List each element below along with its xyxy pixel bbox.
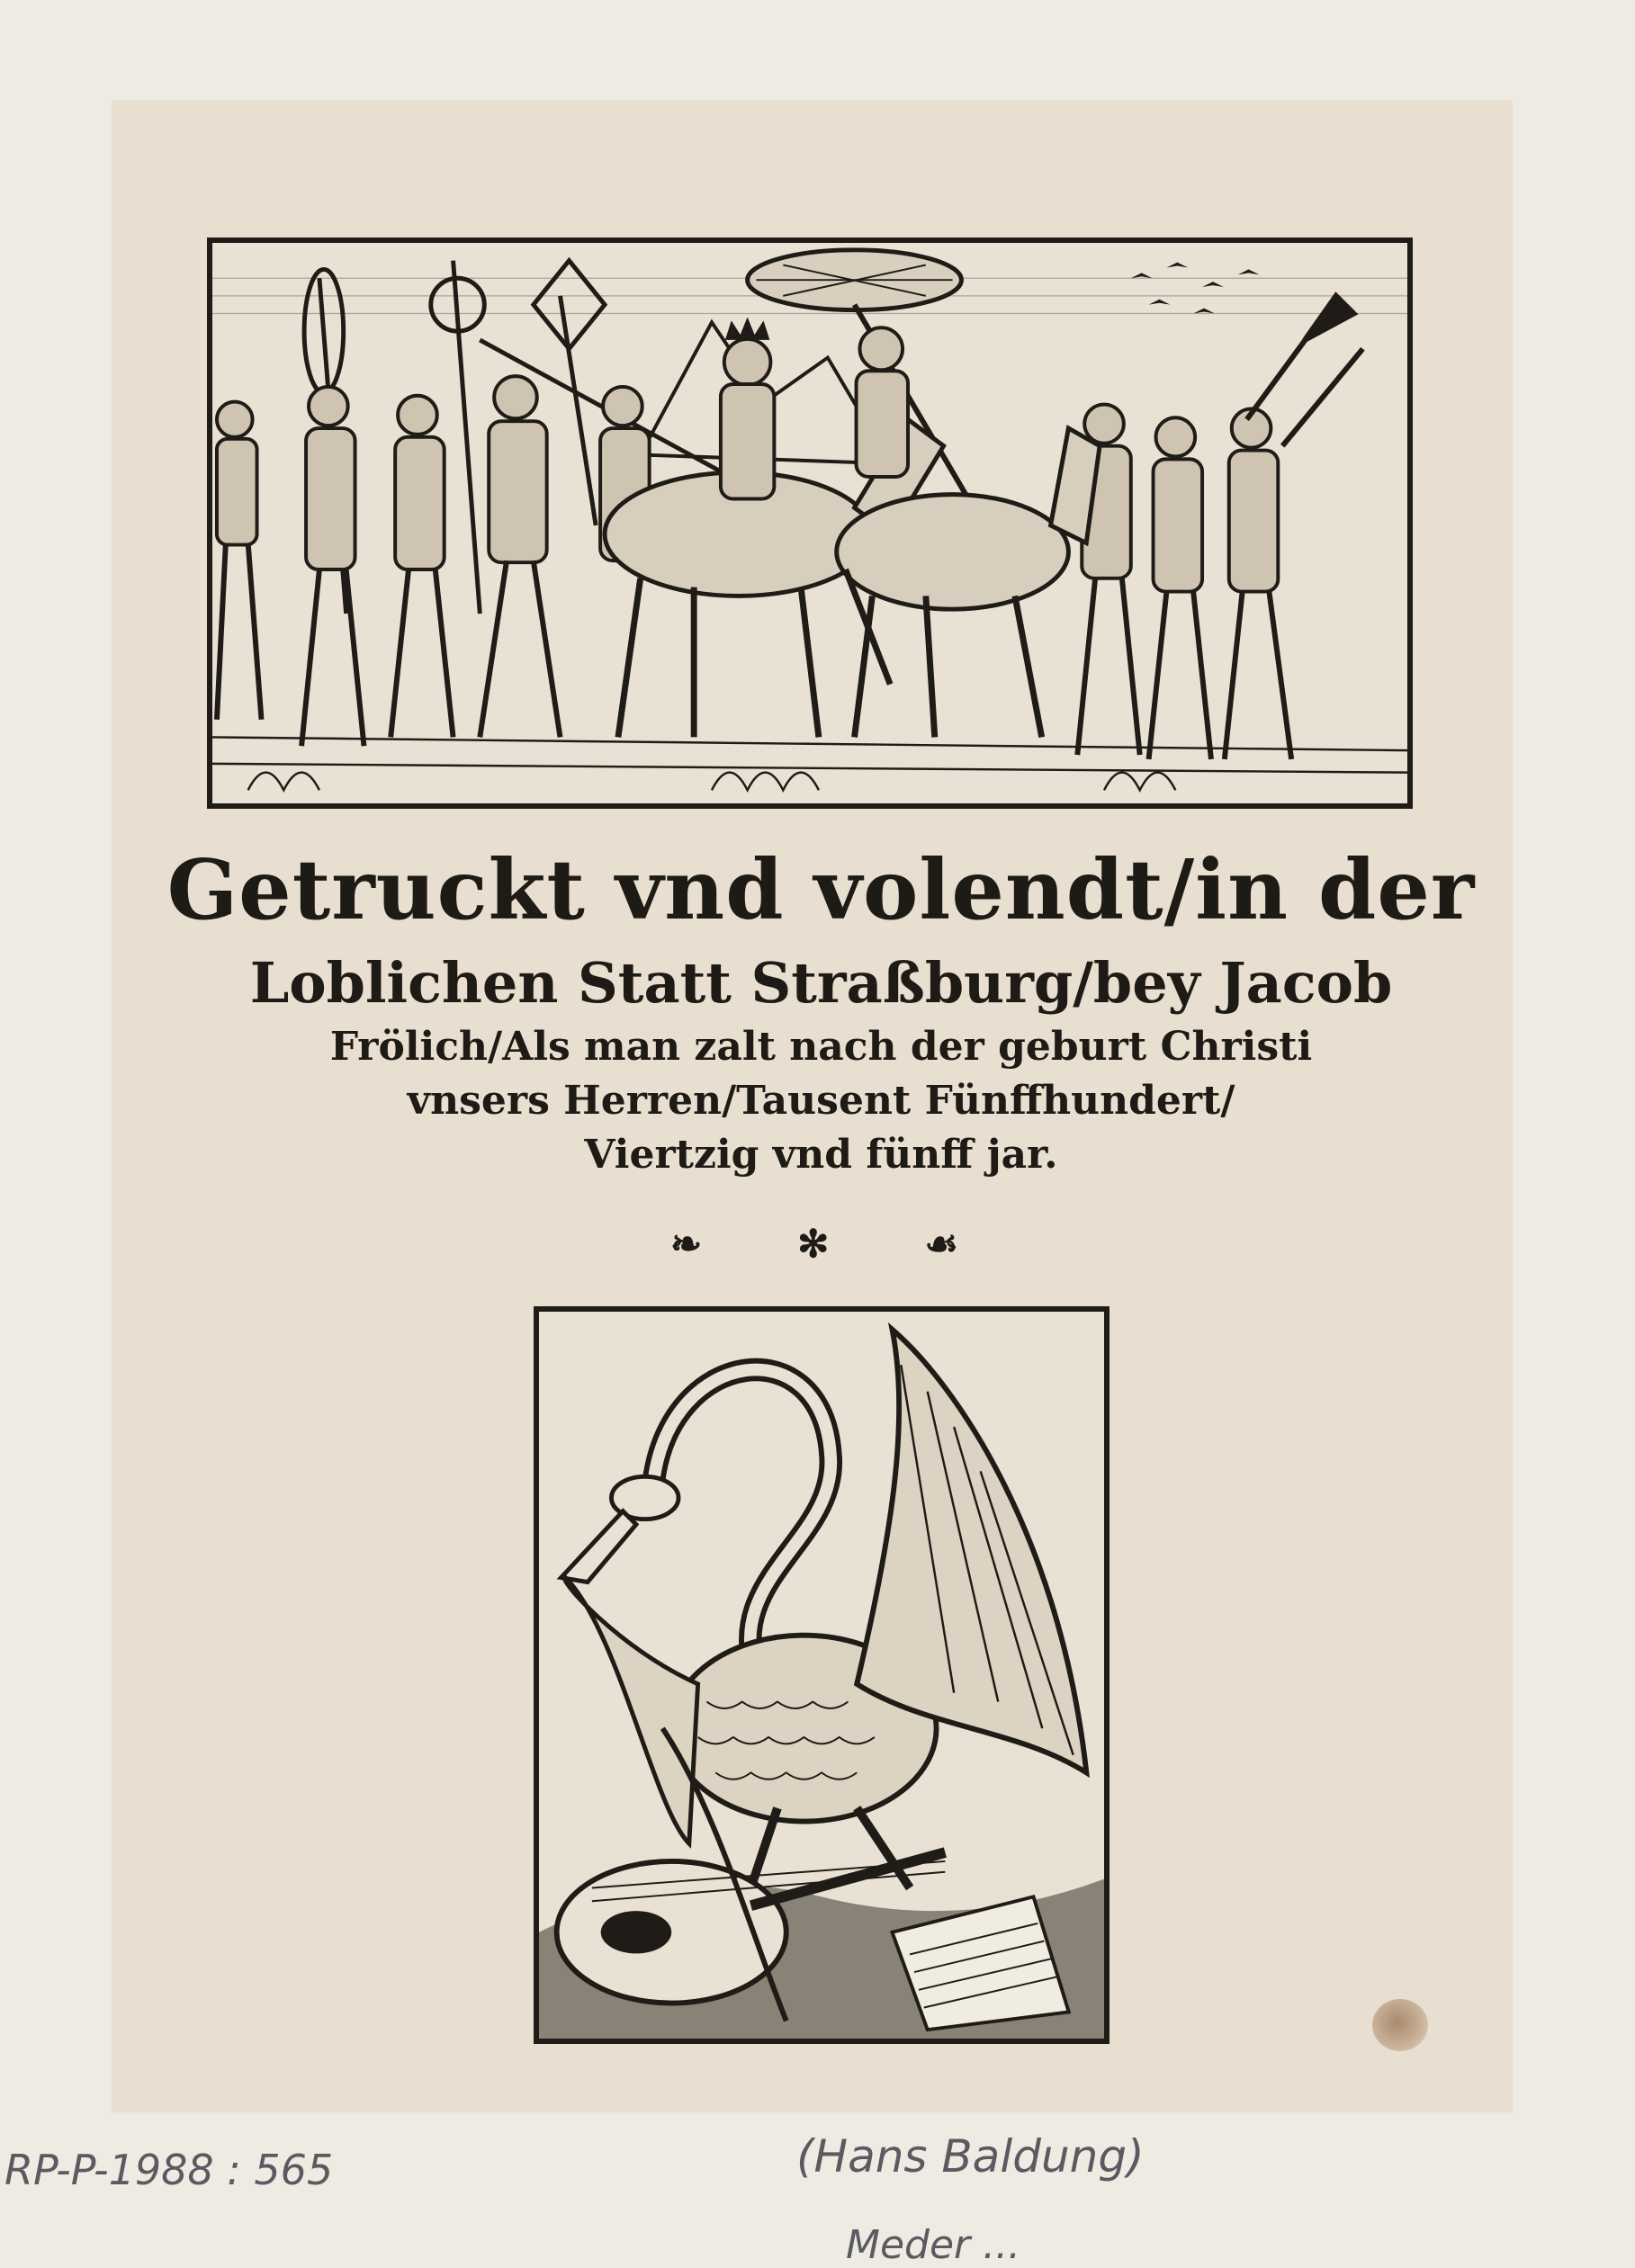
procession-woodcut-image (212, 243, 1407, 803)
colophon-text (166, 834, 1476, 1182)
swan-printer-device-image (539, 1312, 1104, 2039)
colophon-line-3: Frölich/Als man zalt nach der geburt Christi (329, 1024, 1313, 1070)
colophon-line-4: vnsers Herren/Tausent Fünffhundert/ (407, 1078, 1235, 1124)
colophon-line-2: Loblichen Statt Straßburg/bey Jacob (249, 950, 1393, 1016)
colophon-line-5: Viertzig vnd fünff jar. (584, 1132, 1058, 1178)
fleuron-right-icon: ☙ (924, 1221, 958, 1266)
ornament-row (670, 1216, 958, 1270)
paper-stain (1372, 1999, 1428, 2051)
printed-page (112, 101, 1512, 2111)
fleuron-left-icon: ❧ (670, 1221, 703, 1266)
attribution-note: (Hans Baldung) (796, 2130, 1145, 2183)
inventory-number: RP-P-1988 : 565 (4, 2146, 334, 2194)
procession-woodcut (207, 238, 1413, 809)
colophon-line-1: Getruckt vnd volendt/in der (166, 841, 1476, 938)
asterisk-ornament-icon: ✻ (797, 1221, 830, 1266)
swan-printer-device (534, 1306, 1109, 2044)
cut-off-note: Meder ... (846, 2222, 1021, 2268)
